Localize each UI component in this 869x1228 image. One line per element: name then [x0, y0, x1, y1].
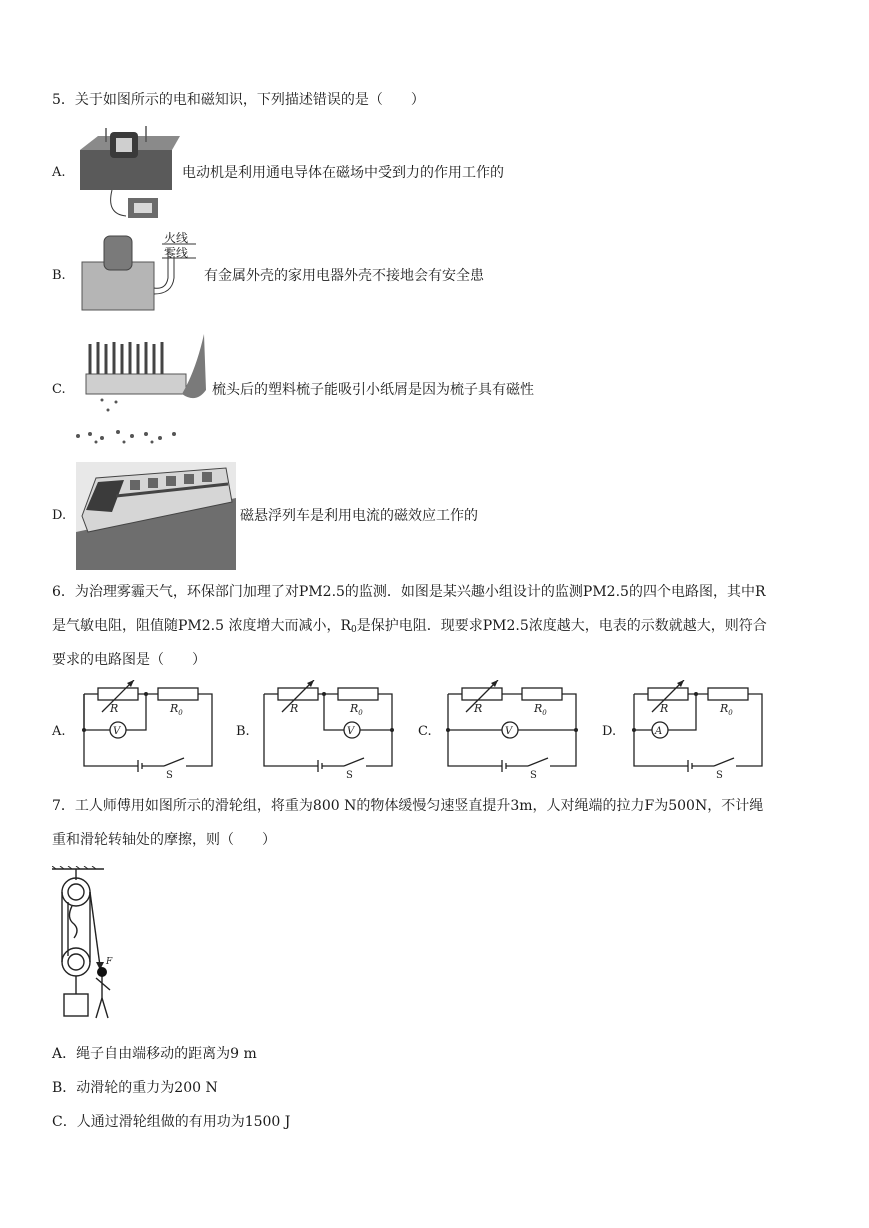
q5-option-d-letter: D. — [52, 508, 67, 523]
q5-option-b-letter: B. — [52, 268, 66, 283]
question-6-stem-line-1: 6．为治理雾霾天气，环保部门加理了对PM2.5的监测．如图是某兴趣小组设计的监测PM2.5的四个电路图，其中R — [52, 584, 766, 600]
q5-option-d-text: 磁悬浮列车是利用电流的磁效应工作的 — [240, 508, 478, 524]
circuit-c-diagram — [436, 680, 588, 780]
circuit-d-r0-label: $R_0$ — [720, 702, 733, 717]
q5-option-c-text: 梳头后的塑料梳子能吸引小纸屑是因为梳子具有磁性 — [212, 382, 534, 398]
q5-option-a-letter: A. — [52, 165, 66, 180]
circuit-a-switch-label: S — [166, 770, 173, 780]
circuit-a-diagram — [72, 680, 224, 780]
circuit-c-r0-label: $R_0$ — [534, 702, 547, 717]
circuit-a-r-label: R — [110, 702, 119, 715]
circuit-b-diagram — [252, 680, 404, 780]
question-5-stem: 5．关于如图所示的电和磁知识，下列描述错误的是（ ） — [52, 92, 425, 108]
appliance-grounding-image — [78, 228, 200, 314]
circuit-d-r-label: R — [660, 702, 669, 715]
circuit-d-diagram — [622, 680, 774, 780]
q7-option-a: A．绳子自由端移动的距离为9 m — [52, 1046, 257, 1062]
live-wire-label: 火线 — [164, 231, 189, 245]
q5-option-b-text: 有金属外壳的家用电器外壳不接地会有安全患 — [204, 268, 484, 284]
circuit-d-meter-label: A — [655, 726, 663, 737]
q5-option-a-text: 电动机是利用通电导体在磁场中受到力的作用工作的 — [182, 165, 504, 181]
circuit-d-switch-label: S — [716, 770, 723, 780]
force-f-label: F — [106, 957, 113, 967]
circuit-b-switch-label: S — [346, 770, 353, 780]
q7-option-b: B．动滑轮的重力为200 N — [52, 1080, 218, 1096]
maglev-train-image — [76, 462, 236, 570]
neutral-wire-label: 零线 — [164, 246, 189, 260]
circuit-a-meter-label: V — [113, 726, 121, 737]
circuit-c-r-label: R — [474, 702, 483, 715]
circuit-b-r0-label: $R_0$ — [350, 702, 363, 717]
q7-option-c: C．人通过滑轮组做的有用功为1500 J — [52, 1114, 291, 1130]
circuit-b-meter-label: V — [347, 726, 355, 737]
circuit-c-switch-label: S — [530, 770, 537, 780]
question-7-stem-line-1: 7．工人师傅用如图所示的滑轮组，将重为800 N的物体缓慢匀速竖直提升3m，人对绳端的拉力F为500N，不计绳 — [52, 798, 764, 814]
question-7-stem-line-2: 重和滑轮转轴处的摩擦，则（ ） — [52, 832, 276, 848]
q5-option-c-letter: C. — [52, 382, 66, 397]
comb-image — [72, 330, 208, 448]
motor-image — [76, 124, 180, 224]
circuit-b-r-label: R — [290, 702, 299, 715]
pulley-system-diagram — [52, 866, 122, 1022]
circuit-c-meter-label: V — [505, 726, 513, 737]
q6-option-a-letter: A. — [52, 724, 66, 739]
question-6-stem-line-3: 要求的电路图是（ ） — [52, 652, 206, 668]
question-6-stem-line-2: 是气敏电阻，阻值随PM2.5 浓度增大而减小，$R_0$是保护电阻．现要求PM2.5浓度越大，电表的示数就越大，则符合 — [52, 618, 767, 635]
circuit-a-r0-label: $R_0$ — [170, 702, 183, 717]
